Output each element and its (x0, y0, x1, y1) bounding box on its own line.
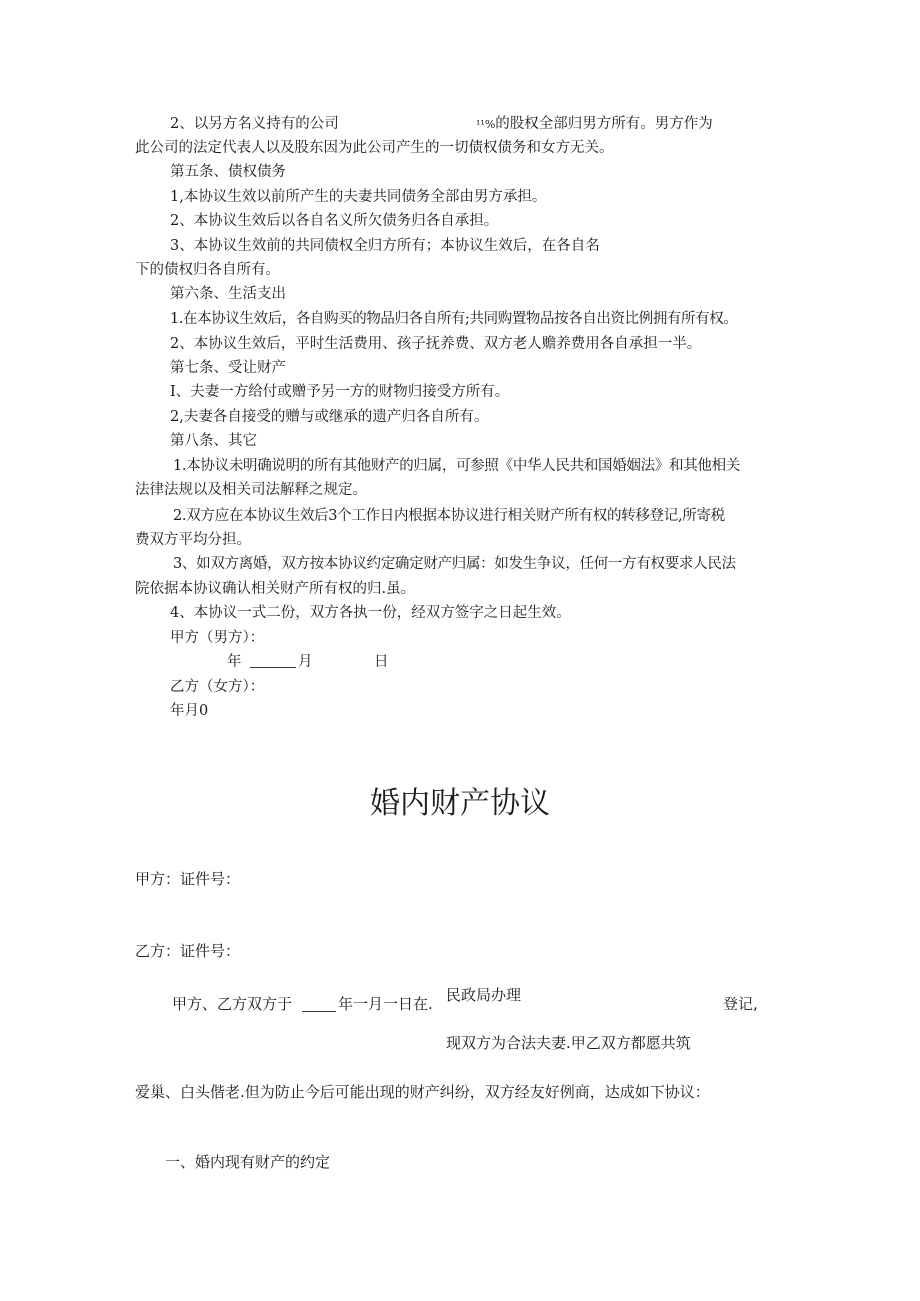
registration-line-2: 现双方为合法夫妻.甲乙双方都愿共筑 (446, 1034, 691, 1052)
article-5-item-3-cont: 下的债权归各自所有。 (135, 262, 280, 278)
document-title: 婚内财产协议 (370, 786, 550, 821)
clause-text: 的股权全部归男方所有。男方作为 (495, 116, 713, 132)
article-5-item-3: 3、本协议生效前的共同债权全归方所有；本协议生效后，在各自名 (170, 238, 600, 254)
clause-text: 2、以另方名义持有的公司 (170, 116, 339, 132)
registration-line-3: 爱巢、白头偕老.但为防止今后可能出现的财产纠纷，双方经友好例商，达成如下协议： (135, 1083, 710, 1101)
article-5-item-2: 2、本协议生效后以各自名义所欠债务归各自承担。 (170, 213, 499, 229)
clause-continuation: 此公司的法定代表人以及股东因为此公司产生的一切债权债务和女方无关。 (135, 140, 614, 156)
article-5-heading: 第五条、债权债务 (170, 164, 286, 180)
article-8-item-3: 3、如双方离婚，双方按本协议约定确定财产归属：如发生争议，任何一方有权要求人民法 (173, 556, 736, 572)
party-a-signature-label: 甲方（男方）： (170, 630, 265, 646)
party-a-id-label: 甲方：证件号： (135, 870, 241, 888)
date-month-underline (250, 667, 296, 668)
registration-date-text: 年一月一日在. (338, 995, 433, 1013)
article-8-item-2-cont: 费双方平均分担。 (135, 532, 251, 548)
party-b-signature-label: 乙方（女方）： (170, 679, 265, 695)
article-5-item-1: 1,本协议生效以前所产生的夫妻共同债务全部由男方承担。 (170, 189, 547, 205)
article-7-item-1: I、夫妻一方给付或赠予另一方的财物归接受方所有。 (170, 384, 510, 400)
party-b-id-label: 乙方：证件号： (135, 942, 241, 960)
registration-year-underline (302, 1011, 336, 1012)
article-6-item-2: 2、本协议生效后，平时生活费用、孩子抚养费、双方老人赡养费用各自承担一半。 (170, 336, 702, 352)
article-7-item-2: 2,夫妻各自接受的赠与或继承的遗产归各自所有。 (170, 409, 489, 425)
article-8-item-3-cont: 院依据本协议确认相关财产所有权的归.虽。 (135, 581, 416, 597)
party-b-date: 年月0 (170, 703, 209, 719)
section-1-heading: 一、婚内现有财产的约定 (165, 1153, 331, 1171)
party-a-date-month: 月 (298, 654, 313, 670)
share-percent (476, 114, 713, 135)
party-a-date-day: 日 (374, 654, 389, 670)
article-8-item-4: 4、本协议一式二份，双方各执一份，经双方签字之日起生效。 (170, 605, 571, 621)
article-8-item-2: 2.双方应在本协议生效后3个工作日内根据本协议进行相关财产所有权的转移登记,所寄税 (173, 508, 725, 524)
article-7-heading: 第七条、受让财产 (170, 360, 286, 376)
registration-office: 民政局办理 (446, 986, 522, 1004)
share-percent-value: ¹¹% (476, 118, 496, 131)
clause-5-item-2 (170, 114, 339, 134)
registration-text-start: 甲方、乙方双方于 (172, 995, 293, 1013)
article-6-item-1: 1.在本协议生效后，各自购买的物品归各自所有;共同购置物品按各自出资比例拥有所有权。 (170, 311, 738, 327)
registration-end: 登记, (723, 995, 758, 1013)
article-8-item-1: 1.本协议未明确说明的所有其他财产的归属，可参照《中华人民共和国婚姻法》和其他相关 (173, 458, 741, 474)
article-8-item-1-cont: 法律法规以及相关司法解释之规定。 (135, 482, 367, 498)
party-a-date-year: 年 (227, 654, 242, 670)
article-6-heading: 第六条、生活支出 (170, 286, 286, 302)
article-8-heading: 第八条、其它 (170, 433, 257, 449)
